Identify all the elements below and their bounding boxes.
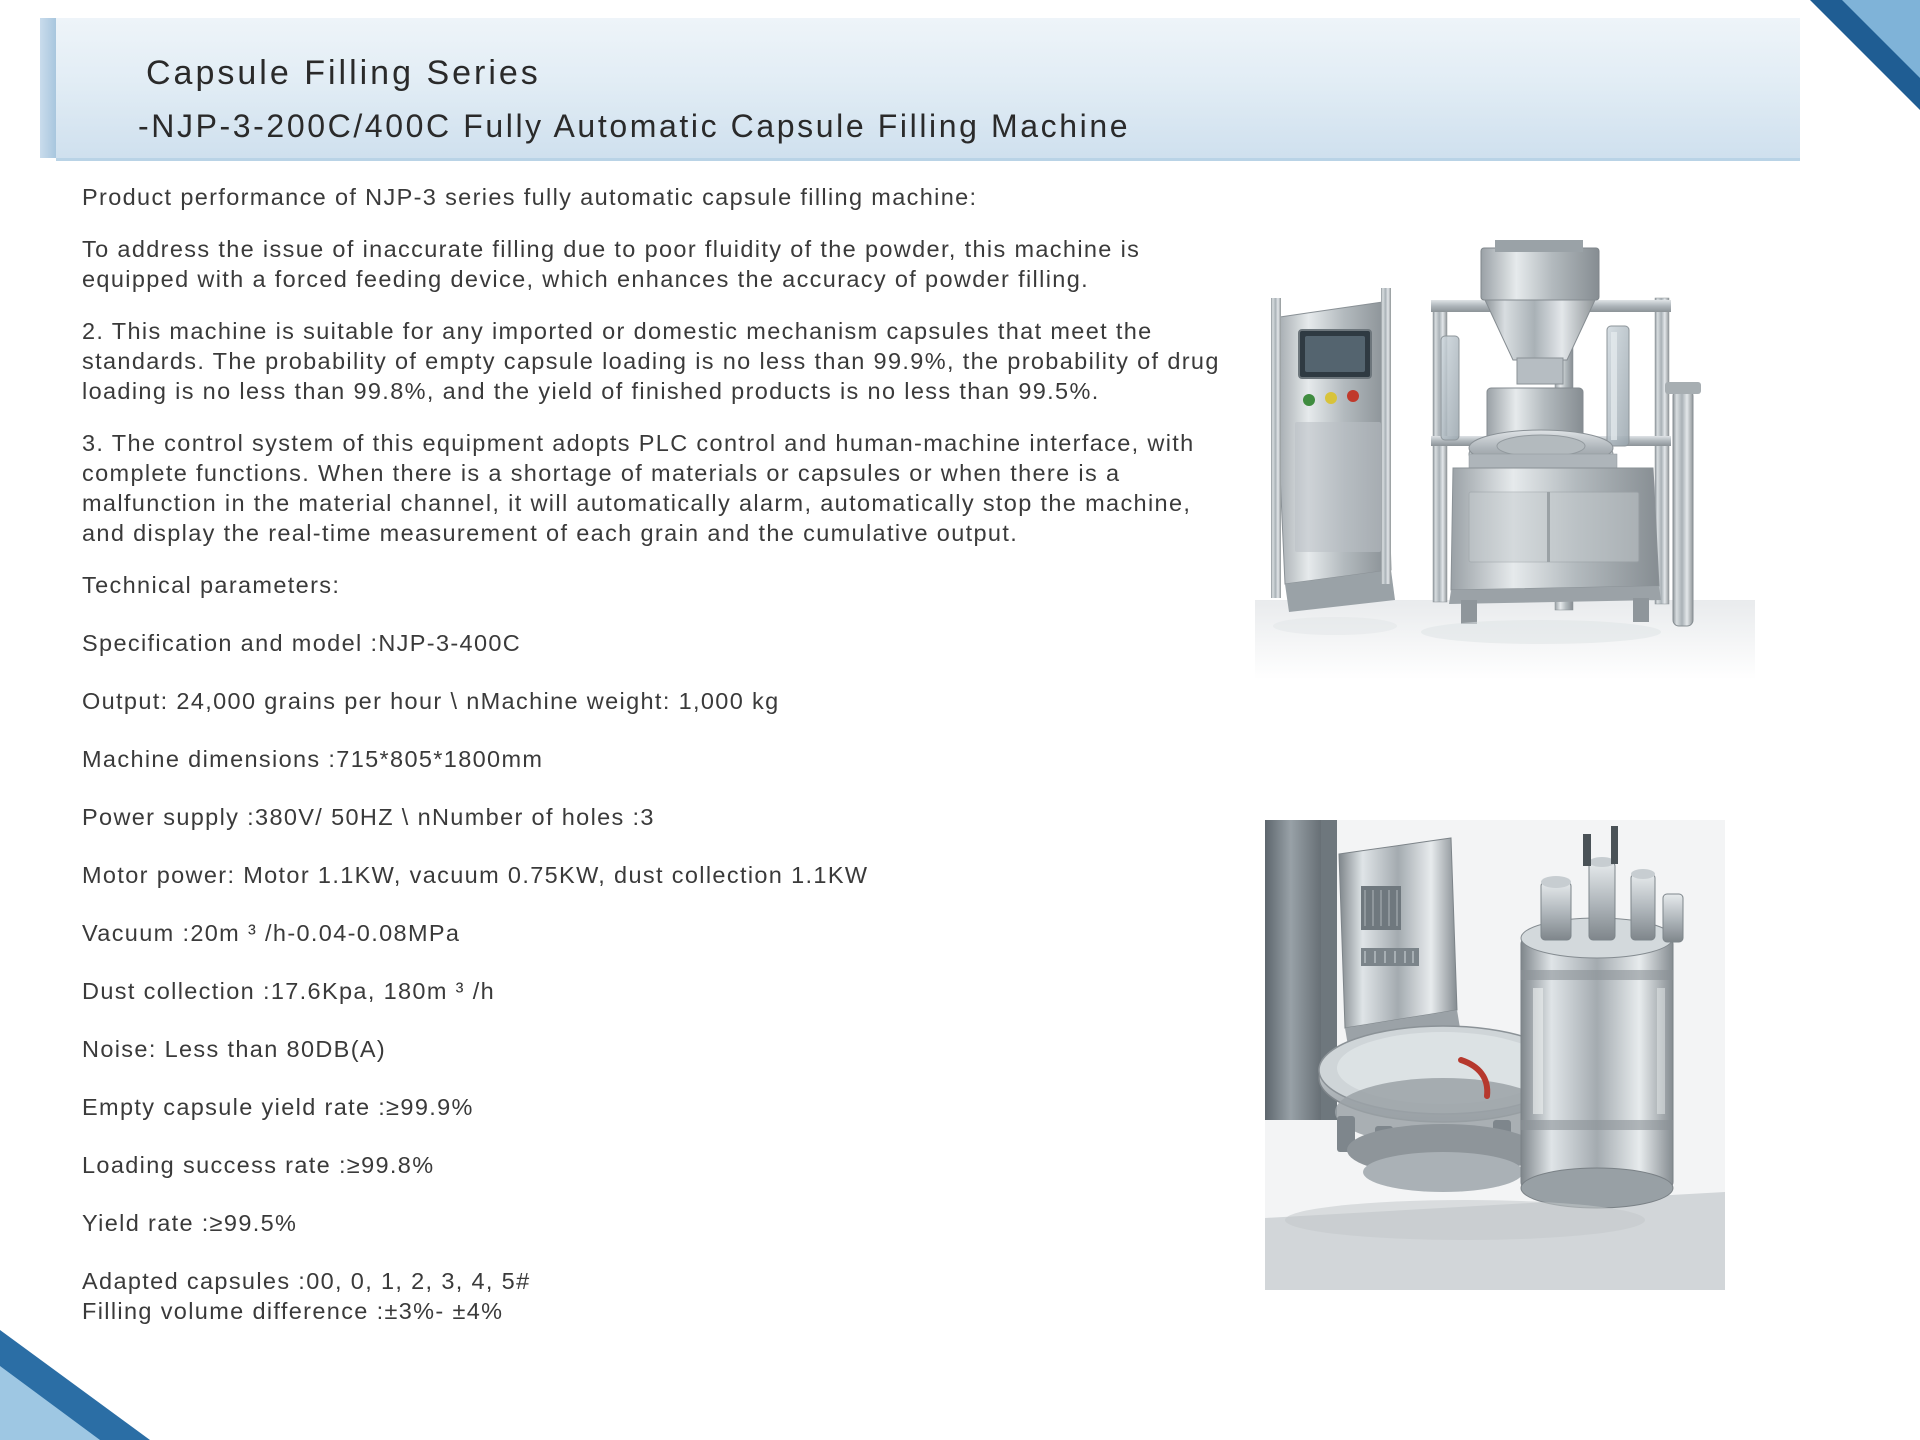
- spec-item: Vacuum :20m ³ /h-0.04-0.08MPa: [82, 920, 461, 946]
- page-subtitle: -NJP-3-200C/400C Fully Automatic Capsule Filling Machine: [138, 108, 1131, 144]
- vacuum-cylinder: [1521, 918, 1673, 1208]
- header-band: [56, 18, 1800, 161]
- content-column: [82, 182, 1237, 1326]
- segment-block: [1339, 838, 1461, 1052]
- product-photo-closeup: [1265, 820, 1725, 1290]
- spec-item: Adapted capsules :00, 0, 1, 2, 3, 4, 5#: [82, 1268, 531, 1294]
- intro-paragraph: Product performance of NJP-3 series fully automatic capsule filling machine:: [82, 184, 978, 210]
- spec-item: Machine dimensions :715*805*1800mm: [82, 746, 544, 772]
- spec-item: Specification and model :NJP-3-400C: [82, 630, 522, 656]
- corner-triangle-light-icon: [1842, 0, 1920, 78]
- spec-item: Empty capsule yield rate :≥99.9%: [82, 1094, 474, 1120]
- corner-triangle-light-bl-icon: [0, 1366, 100, 1440]
- paragraph-3: 3. The control system of this equipment adopts PLC control and human-machine interface, with complete functions. When there is a shortage of materials or capsules or when there is a malfunction in the material channel, it will automatically alarm, automatically stop the machine, and display the real-time measurement of each grain and the cumulative output.: [82, 430, 1195, 546]
- spec-item: Motor power: Motor 1.1KW, vacuum 0.75KW, dust collection 1.1KW: [82, 862, 869, 888]
- top-right-corner-decoration: [1810, 0, 1920, 110]
- spec-item-tail: Filling volume difference :±3%- ±4%: [82, 1298, 504, 1324]
- page-title: Capsule Filling Series: [146, 54, 541, 92]
- left-accent-bar: [40, 18, 56, 158]
- paragraph-1: To address the issue of inaccurate filling due to poor fluidity of the powder, this machine is equipped with a forced feeding device, which enhances the accuracy of powder filling.: [82, 236, 1141, 292]
- spec-item: Yield rate :≥99.5%: [82, 1210, 298, 1236]
- machine-full-view-illustration: [1255, 240, 1755, 680]
- machine-cabinet: [1449, 468, 1661, 624]
- bottom-left-corner-decoration: [0, 1330, 150, 1440]
- spec-item: Noise: Less than 80DB(A): [82, 1036, 387, 1062]
- spec-item: Power supply :380V/ 50HZ \ nNumber of holes :3: [82, 804, 655, 830]
- control-console: [1271, 288, 1395, 612]
- product-photo-full-machine: [1255, 240, 1755, 680]
- paragraph-2: 2. This machine is suitable for any imported or domestic mechanism capsules that meet the standards. The probability of empty capsule loading is no less than 99.9%, the probability of drug loading is no less than 99.8%, and the yield of finished products is no less than 99.5%.: [82, 318, 1220, 404]
- spec-item: Output: 24,000 grains per hour \ nMachine weight: 1,000 kg: [82, 688, 780, 714]
- spec-item: Dust collection :17.6Kpa, 180m ³ /h: [82, 978, 496, 1004]
- spec-item: Loading success rate :≥99.8%: [82, 1152, 435, 1178]
- machine-closeup-illustration: [1265, 820, 1725, 1290]
- technical-parameters-heading: Technical parameters:: [82, 572, 341, 598]
